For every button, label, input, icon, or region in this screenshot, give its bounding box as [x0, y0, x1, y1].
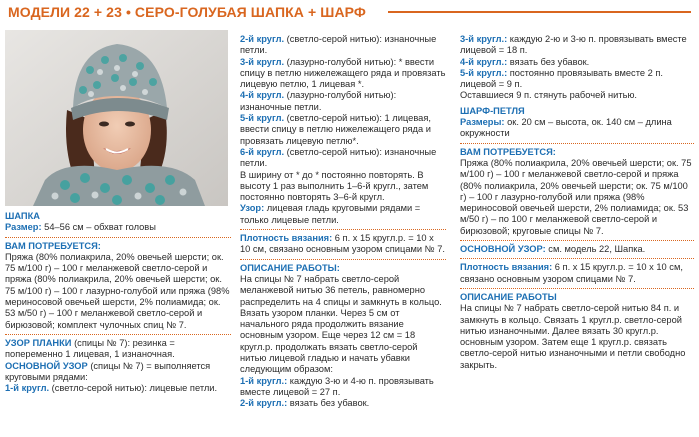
decrease-round-3	[460, 34, 694, 57]
scarf-main-pattern	[460, 244, 694, 255]
stockinette-text: лицевая гладь круговыми рядами = только лицевые петли.	[240, 203, 421, 225]
stockinette-label: Узор:	[240, 203, 265, 214]
repeat-text: В ширину от * до * постоянно повторять. В высоту 1 раз выполнить 1–6-й кругл., затем постоянно повторять 3–6-й кругл.	[240, 169, 429, 203]
column-hat-instructions	[240, 34, 446, 410]
hat-description-title: ОПИСАНИЕ РАБОТЫ:	[240, 262, 340, 273]
decrease-round-4-label: 4-й кругл.:	[460, 56, 508, 67]
hat-description-text: На спицы № 7 набрать светло-серой меланжевой нитью 36 петель, равномерно распределить на 4 спицы и замкнуть в кольцо. Вязать узором планки. Через 5 см от начального ряда продолжить вязание основным узором. Еще через 12 см = 18 кругл.р. продолжать вязать светло-серой нитью лицевой гладью и начать убавки следующим образом:	[240, 273, 442, 375]
model-photo-illustration	[5, 30, 228, 206]
main-pattern	[5, 361, 231, 384]
scarf-main-pattern-text: см. модель 22, Шапка.	[545, 244, 646, 255]
page-title: МОДЕЛИ 22 + 23 • СЕРО-ГОЛУБАЯ ШАПКА + ШАРФ	[8, 4, 366, 20]
hat-density	[240, 233, 446, 256]
round-2	[240, 34, 446, 57]
hat-title: ШАПКА	[5, 211, 41, 221]
scarf-description-title: ОПИСАНИЕ РАБОТЫ	[460, 291, 557, 302]
model-photo	[5, 30, 228, 206]
remaining-stitches-text: Оставшиеся 9 п. стянуть рабочей нитью.	[460, 90, 637, 101]
decrease-round-2-text: вязать без убавок.	[287, 398, 370, 409]
decrease-round-5-text: постоянно провязывать вместе 2 п. лицевой = 9 п.	[460, 67, 663, 90]
round-1-text: (светло-серой нитью): лицевые петли.	[49, 383, 218, 394]
decrease-round-3-label: 3-й кругл.:	[460, 34, 508, 44]
scarf-density	[460, 262, 694, 285]
scarf-size-text: ок. 20 см – высота, ок. 140 см – длина окружности	[460, 117, 672, 139]
round-5-text: (светло-серой нитью): 1 лицевая, ввести спицу в петлю нижележащего ряда и провязать лицевую петлю*.	[240, 113, 431, 146]
stockinette-pattern	[240, 203, 446, 226]
page-header	[0, 0, 699, 30]
divider	[460, 143, 694, 144]
hat-density-label: Плотность вязания:	[240, 233, 333, 244]
round-3-label: 3-й кругл.	[240, 56, 285, 67]
round-3-text: (лазурно-голубой нитью): * ввести спицу в петлю нижележащего ряда и провязать лицевую петлю, 1 лицевая *.	[240, 56, 446, 90]
decrease-round-3-text: каждую 2-ю и 3-ю п. провязывать вместе лицевой = 18 п.	[460, 34, 687, 56]
round-5	[240, 113, 446, 147]
round-1	[5, 383, 231, 394]
round-4	[240, 90, 446, 113]
divider	[460, 258, 694, 259]
round-5-label: 5-й кругл.	[240, 113, 285, 124]
decrease-round-1	[240, 376, 446, 399]
decrease-round-1-label: 1-й кругл.:	[240, 375, 288, 386]
scarf-density-label: Плотность вязания:	[460, 262, 553, 273]
round-6-text: (светло-серой нитью): изнаночные петли.	[240, 146, 437, 169]
round-3	[240, 57, 446, 91]
round-6	[240, 147, 446, 170]
scarf-size-label: Размеры:	[460, 117, 505, 128]
divider	[460, 288, 694, 289]
scarf-density-text: 6 п. х 15 кругл.р. = 10 х 10 см, связано основным узором спицами № 7.	[460, 262, 683, 284]
main-pattern-label: ОСНОВНОЙ УЗОР	[5, 360, 88, 371]
hat-materials-title: ВАМ ПОТРЕБУЕТСЯ:	[5, 240, 101, 251]
hat-size	[5, 222, 231, 233]
hat-density-text: 6 п. х 15 кругл.р. = 10 х 10 см, связано основным узором спицами № 7.	[240, 233, 445, 255]
divider	[460, 240, 694, 241]
divider	[5, 237, 231, 238]
scarf-size	[460, 117, 694, 140]
decrease-round-5	[460, 68, 694, 91]
decrease-round-2-label: 2-й кругл.:	[240, 398, 288, 409]
hat-materials-text: Пряжа (80% полиакрила, 20% овечьей шерсти; ок. 75 м/100 г) – 100 г меланжевой светло-серой и пряжа (80% полиакрила, 20% овечьей шерсти; ок. 75 м/100 г) – 100 г лазурно-голубой или пряжа (98% мериносовой овечьей шерсти, 2% полиамида; ок. 53 м/50 г) – 100 г меланжевой светло-серой и бирюзовой; комплект чулочных спиц № 7.	[5, 251, 230, 330]
divider	[240, 229, 446, 230]
plank-pattern-text: (спицы № 7): резинка = попеременно 1 лицевая, 1 изнаночная.	[5, 337, 175, 360]
round-4-label: 4-й кругл.	[240, 90, 285, 101]
round-2-label: 2-й кругл.	[240, 34, 285, 44]
plank-pattern-label: УЗОР ПЛАНКИ	[5, 337, 72, 348]
header-rule	[388, 11, 691, 13]
divider	[5, 334, 231, 335]
hat-size-text: 54–56 см – обхват головы	[41, 222, 156, 233]
round-4-text: (лазурно-голубой нитью): изнаночные петли.	[240, 90, 397, 112]
column-hat-intro	[5, 211, 231, 394]
decrease-round-1-text: каждую 3-ю и 4-ю п. провязывать вместе лицевой = 27 п.	[240, 375, 434, 397]
scarf-description-text: На спицы № 7 набрать светло-серой нитью 84 п. и замкнуть в кольцо. Связать 1 кругл.р. светло-серой нитью изнаночными. Далее вязать 30 кругл.р. основным узором. Затем еще 1 кругл.р. связать светло-серой нитью изнаночными и петли свободно закрыть.	[460, 303, 686, 370]
column-scarf	[460, 34, 694, 371]
round-1-label: 1-й кругл.	[5, 383, 50, 394]
scarf-title: ШАРФ-ПЕТЛЯ	[460, 105, 525, 116]
decrease-round-2	[240, 398, 446, 409]
scarf-materials-text: Пряжа (80% полиакрила, 20% овечьей шерсти; ок. 75 м/100 г) – 100 г меланжевой светло-серой и пряжа (80% полиакрила, 20% овечьей шерсти; ок. 75 м/100 г) – 100 г лазурно-голубой или пряжа (98% мериносовой овечьей шерсти, 2% полиамида; ок. 53 м/50 г) – по 100 г меланжевой светло-серой и бирюзовой; круговые спицы № 7.	[460, 157, 692, 236]
decrease-round-5-label: 5-й кругл.:	[460, 67, 508, 78]
scarf-materials-title: ВАМ ПОТРЕБУЕТСЯ:	[460, 146, 556, 157]
decrease-round-4-text: вязать без убавок.	[507, 56, 590, 67]
round-2-text: (светло-серой нитью): изнаночные петли.	[240, 34, 437, 56]
plank-pattern	[5, 338, 231, 361]
main-pattern-text: (спицы № 7) = выполняется круговыми рядами:	[5, 360, 211, 382]
scarf-main-pattern-label: ОСНОВНОЙ УЗОР:	[460, 244, 546, 255]
round-6-label: 6-й кругл.	[240, 146, 285, 157]
divider	[240, 259, 446, 260]
decrease-round-4	[460, 57, 694, 68]
hat-size-label: Размер:	[5, 222, 42, 233]
